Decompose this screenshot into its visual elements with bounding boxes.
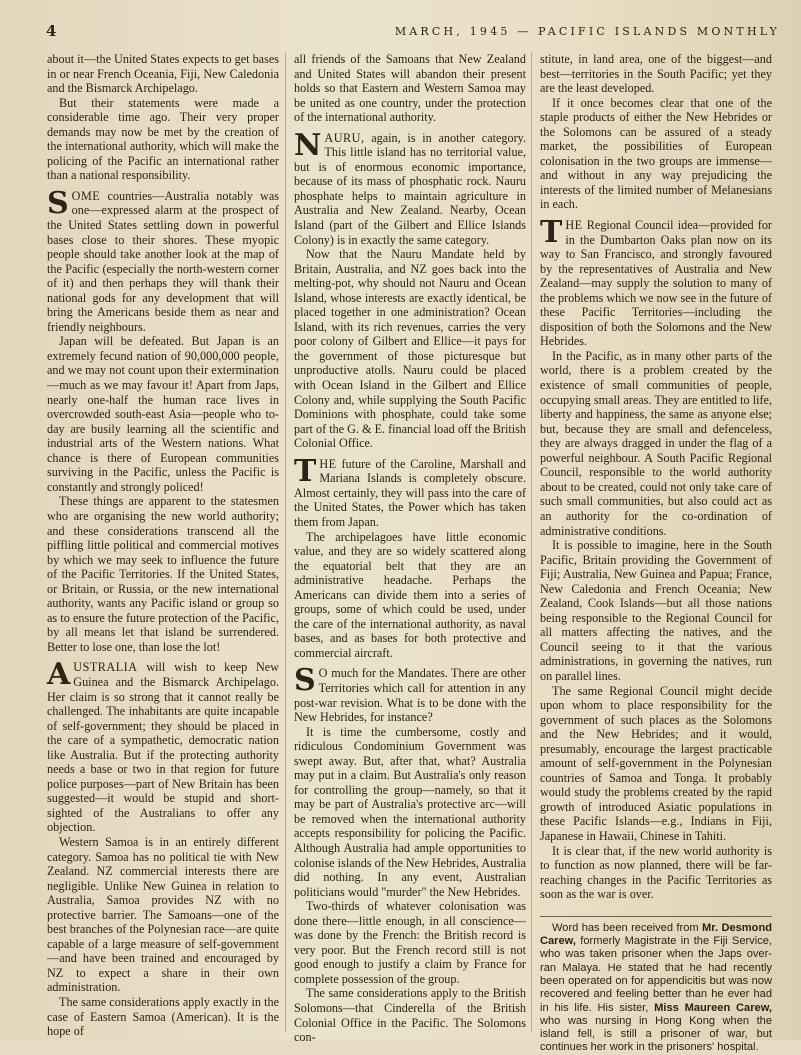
paragraph-text: countries—Australia notably was one—expressed alarm at the prospect of the United States settling down in powerful bases close to their shores. These myopic people should take another look at the map of the Pacific (especially the north-western corner of it) and then perhaps they will thank their national gods for any development that will bring the Americans beside them as near and friendly neighbours. <box>47 188 279 334</box>
paragraph: stitute, in land area, one of the biggest—and best—territories in the South Pacific; yet they are the least developed. <box>540 52 772 96</box>
paragraph <box>540 215 772 349</box>
paragraph <box>294 127 526 247</box>
drop-cap: T <box>540 215 563 251</box>
person-name: Mr. Desmond Carew, <box>540 921 772 948</box>
paragraph <box>47 185 279 334</box>
paragraph <box>47 657 279 835</box>
paragraph: But their statements were made a considerable time ago. Their very proper demands may now be met by the creation of the international authority, which will make the policing of the Pacific an international rather than a national responsibility. <box>47 95 279 183</box>
small-caps-lead: HE <box>319 456 337 471</box>
column-1 <box>47 52 279 1037</box>
paragraph <box>294 663 526 725</box>
column-divider <box>285 52 286 1032</box>
paragraph: Western Samoa is in an entirely different category. Samoa has no political tie with New Zealand. NZ commercial interests there are negligible. Unlike New Guinea in relation to Australia, Samoa provides NZ with no protective barrier. The Samoans—one of the best branches of the Polynesian race—are quite capable of a large measure of self-government—and have been trained and encouraged by NZ to expect a share in their own administration. <box>47 834 279 995</box>
paragraph <box>294 453 526 530</box>
small-caps-lead: O <box>318 666 328 681</box>
notice-text: who was nursing in Hong Kong when the island fell, is still a prisoner of war, but continues her work in the prisoners' hospital. <box>540 1014 772 1054</box>
page-number: 4 <box>46 22 57 40</box>
drop-cap: S <box>47 185 69 221</box>
notice-text: formerly Magistrate in the Fiji Service, who was taken prisoner when the Japs over-ran Malaya. He stated that he had recently been operated on for appendicitis but was now recovered and feeling better than he ever had in his life. His sister, <box>540 935 772 1014</box>
small-caps-lead: AURU, <box>324 130 365 145</box>
paragraph: These things are apparent to the statesmen who are organising the new world authority; and these considerations transcend all the piffling little political and commercial motives by which we may seek to influence the future of the Pacific Territories. If the United States, or Britain, or Russia, or the new international authority, wants any Pacific island or group so as to ensure the future protection of the Pacific, by all means let that island be surrendered. Better to lose one, than lose the lot! <box>47 494 279 654</box>
paragraph: In the Pacific, as in many other parts of the world, there is a problem created by the existence of small communities of people, occupying small areas. They are entitled to life, liberty and happiness, the same as anyone else; but, because they are small and defenceless, they are always dragged in under the flag of a powerful neighbour. A South Pacific Regional Council, responsible to the world authority about to be created, could not only take care of such small communities, but also could act as an authority for the co-ordination of administrative conditions. <box>540 348 772 538</box>
paragraph: If it once becomes clear that one of the staple products of either the New Hebrides or the Solomons can be assured of a steady market, the possibilities of European colonisation in the two groups are immense—and without in any way prejudicing the interests of the limited number of Melanesians in each. <box>540 95 772 212</box>
paragraph: The same Regional Council might decide upon whom to place responsibility for the government of such places as the Solomons and the New Hebrides; and it would, presumably, encourage the largest practicable amount of self-government in the Polynesian countries of Samoa and Tonga. It probably would study the problems created by the rapid growth of introduced Asiatic populations in these Pacific Islands—e.g., Indians in Fiji, Japanese in Hawaii, Chinese in Tahiti. <box>540 683 772 843</box>
paragraph: It is clear that, if the new world authority is to function as now planned, there will be far-reaching changes in the Pacific Territories as soon as the war is over. <box>540 843 772 902</box>
notice-text: Word has been received from <box>552 921 703 934</box>
small-caps-lead: OME <box>71 188 101 203</box>
paragraph: Two-thirds of whatever colonisation was done there—little enough, in all conscience—was done by the French: the British record is very poor. But the French record still is not good enough to justify a claim by France for complete possession of the group. <box>294 899 526 986</box>
paragraph: The archipelagoes have little economic value, and they are so widely scattered along the equatorial belt that they are an administrative headache. Perhaps the Americans can divide them into a series of groups, some of which could be used, under the care of the international authority, as naval bases, and as bases for both protective and commercial aircraft. <box>294 529 526 660</box>
small-caps-lead: USTRALIA <box>73 660 138 675</box>
news-notice <box>540 916 772 1055</box>
small-caps-lead: HE <box>565 218 583 233</box>
paragraph: It is possible to imagine, here in the South Pacific, Britain providing the Government of Fiji; Australia, New Guinea and Papua; France, New Caledonia and French Oceania; New Zealand, Cook Islands—but all those nations being responsible to the Regional Council for all matters affecting the natives, and the Council seeing to it that the various administrations, in governing the natives, run on parallel lines. <box>540 538 772 683</box>
column-divider <box>531 52 532 1032</box>
paragraph: It is time the cumbersome, costly and ridiculous Condominium Government was swept away. But, after that, what? Australia may put in a claim. But Australia's only reason for controlling the group—namely, so that it may be part of Australia's protective arc—will be removed when the international authority accepts responsibility for policing the Pacific. Although Australia had ample opportunities to colonise islands of the New Hebrides, Australia did nothing. In any event, Australian politicians would "murder" the New Hebrides. <box>294 724 526 899</box>
drop-cap: S <box>294 663 316 699</box>
drop-cap: A <box>47 657 71 693</box>
drop-cap: T <box>294 453 317 489</box>
drop-cap: N <box>294 127 322 163</box>
notice-paragraph <box>540 922 772 1055</box>
paragraph: The same considerations apply to the British Solomons—that Cinderella of the British Colonial Office in the Pacific. The Solomons con- <box>294 986 526 1045</box>
paragraph: The same considerations apply exactly in the case of Eastern Samoa (American). It is the hope of <box>47 995 279 1039</box>
paragraph-text: much for the Mandates. There are other Territories which call for attention in any post-war revision. What is to be done with the New Hebrides, for instance? <box>294 666 526 725</box>
person-name: Miss Maureen Carew, <box>654 1001 772 1014</box>
paragraph-text: future of the Caroline, Marshall and Mariana Islands is completely obscure. Almost certainly, they will pass into the care of the United States, the Power which has taken them from Japan. <box>294 456 526 529</box>
paragraph: all friends of the Samoans that New Zealand and United States will abandon their present holds so that Eastern and Western Samoa may be united as one country, under the protection of the international authority. <box>294 52 526 125</box>
paragraph: Now that the Nauru Mandate held by Britain, Australia, and NZ goes back into the melting-pot, why should not Nauru and Ocean Island, whose interests are exactly identical, be placed together in one administration? Ocean Island, with its rich revenues, carries the very poor colony of Gilbert and Ellice—it pays for the government of those picturesque but unproductive atolls. Nauru could be placed with Ocean Island in the Gilbert and Ellice Colony and, while supplying the South Pacific Dominions with phosphate, could take some part of the G. & E. financial load off the British Colonial Office. <box>294 247 526 451</box>
page-header <box>40 22 780 46</box>
paragraph-text: again, is in another category. This little island has no territorial value, but is of enormous economic importance, because of its mass of phosphatic rock. Nauru phosphate helps to maintain agriculture in Australia and New Zealand. Nearby, Ocean Island (part of the Gilbert and Ellice Islands Colony) is in exactly the same category. <box>294 130 526 247</box>
column-3 <box>540 52 772 1054</box>
paragraph: about it—the United States expects to get bases in or near French Oceania, Fiji, New Caledonia and the Bismarck Archipelago. <box>47 52 279 96</box>
paragraph-text: will wish to keep New Guinea and the Bismarck Archipelago. Her claim is so strong that it cannot really be challenged. The inhabitants are quite incapable of self-government; they should be placed in the care of a sympathetic, democratic nation like Australia. But if the protecting authority needs a base or two in that region for future police purposes—part of New Britain has been suggested—it would be stupid and short-sighted of the Australians to offer any objection. <box>47 660 279 835</box>
paragraph: Japan will be defeated. But Japan is an extremely fecund nation of 90,000,000 people, and we may not count upon their extermination—much as we may favour it! Apart from Japs, nearly one-half the human race lives in overcrowded south-east Asia—people who to-day are busily learning all the scientific and industrial arts of the Western nations. What chance is there of European communities surviving in the Pacific, unless the Pacific is constantly and strongly policed! <box>47 334 279 494</box>
running-head: MARCH, 1945 — PACIFIC ISLANDS MONTHLY <box>394 25 780 38</box>
paragraph-text: Regional Council idea—provided for in the Dumbarton Oaks plan now on its way to San Francisco, and strongly favoured by the representatives of Australia and New Zealand—may supply the solution to many of the problems which we now see in the future of these Pacific Territories—including the disposition of both the Solomons and the New Hebrides. <box>540 218 772 349</box>
column-2 <box>294 52 526 1045</box>
